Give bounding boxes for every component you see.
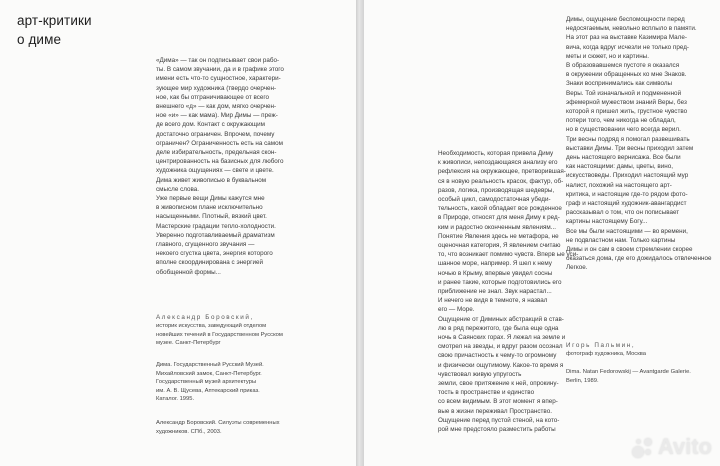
reference-line: им. А. В. Щусева, Аптекарский приказ. [156,387,260,394]
essay-mid-line: в Природе, относят для меня Диму к ред- [438,214,560,222]
essay-left-line: внешнего «д» — как дом, мягко очерчен- [156,103,277,111]
essay-mid-line: ким и радостно оконченным явлениям... [438,223,556,231]
essay-left-line: ное, как бы отграничивающее от всего [156,93,270,101]
essay-left-line: ты. В самом звучании, да и в графике этого [156,66,284,74]
essay-mid-line: Ощущение перед пустой стеной, на кото- [438,416,560,424]
title-line-1: арт-критики [17,13,92,28]
essay-left-line: ное «и» — как мама). Мир Димы — преж- [156,112,278,120]
essay-left-line: Уверенно подготавливаемый драматизм [156,231,275,239]
essay-mid-line: особый цикл, самодостаточная убеди- [438,196,551,204]
reference-line: Каталог. 1995. [156,396,195,403]
essay-mid-line: и физически ощутимому. Какое-то время я [438,361,564,369]
reference-line: художников. СПб., 2003. [156,428,222,435]
essay-mid-line: оценочная категория, Я явлением считаю [438,242,561,250]
essay-mid-line: то, что возникает помимо чувств. Вперв ые уси- [438,251,579,259]
essay-left-line: центрированность на базисных для любого [156,158,284,166]
essay-left-line: ограничен? Ограниченность есть на самом [156,139,283,147]
essay-right-line: Легкое. [566,264,588,272]
reference-catalog [156,361,264,404]
essay-mid-line: Ощущение от Диминых абстракций в став- [438,315,564,323]
essay-mid-line: к живописи, непоздающаяся анализу его [438,159,558,167]
essay-mid-line: рефлексия на окружающее, претворившая- [438,168,566,176]
essay-right-line: картины настоящему Богу... [566,218,648,226]
essay-mid-line: смотрел на звезды, и вдруг разом осознал [438,343,563,351]
essay-right-line: На этот раз на выставке Казимира Мале- [566,34,687,42]
essay-left-line: Мастерские градации тепло-холодности. [156,222,276,230]
essay-left-line: имени есть что-то сущностное, характери- [156,75,281,83]
reference-line: Государственный музей архитектуры [156,379,257,386]
essay-mid-line: свою причастность к чему-то огромному [438,352,557,360]
essay-mid-line: ся в новую реальность красок, фактур, об- [438,177,564,185]
essay-mid-line: Необходимость, которая привела Диму [438,150,554,157]
reference-catalog-berlin [566,368,691,385]
essay-mid-line: И нечего не видя в темноте, я назвал [438,297,548,305]
essay-right-line: в окружении обращенных ко мне Знаков. [566,71,687,79]
essay-right-line: критика, и настоящие где-то рядом фото- [566,190,688,198]
essay-right-line: искусствоведы. Приходил настоящий мур [566,172,689,180]
essay-left-line: смысле слова. [156,185,199,193]
essay-mid-line: лю в ряд пережитого, где была еще одна [438,324,559,332]
signature-role-line: новейших течений в Государственном Русском [156,331,283,338]
book-gutter [356,0,364,466]
essay-right-line: день настоящего вернисажа. Все были [566,154,681,162]
essay-mid-line: тельность, какой обладает все рожденное [438,205,562,213]
essay-borovsky [156,56,284,277]
reference-book [156,419,280,436]
watermark-text: Avito [657,434,712,459]
reference-line: Александр Боровский. Силуэты современных [156,420,280,426]
essay-left-line: достаточно ограничен. Впрочем, почему [156,130,275,138]
essay-right-line: В образовавшемся пустоте я оказался [566,62,680,70]
essay-right-line: потери того, чем никогда не обладал, [566,117,676,125]
essay-left-line: де всего дом. Контакт с окружающим [156,121,265,129]
reference-line: Berlin, 1989. [566,377,599,384]
avito-watermark [632,434,712,460]
essay-mid-line: разов, логика, производящая шедевры, [438,186,555,194]
essay-left-line: в живописном плане исключительно [156,204,263,212]
signature-role [156,322,283,348]
essay-left-line: некоего сгустка цвета, энергия которого [156,250,273,258]
essay-right-line: налист, похожий на настоящего арт- [566,181,672,189]
essay-right-line: недосягаемым, невольно всплыло в памяти. [566,25,697,33]
essay-left-line: художника ощущениях — свете и цвете. [156,167,274,175]
title-line-2: о диме [17,32,62,47]
essay-mid-line: шанное море, например. Я шел к нему [438,260,552,268]
essay-right-line: Димы и он сам в своем стремлении скорее [566,246,693,254]
page-title [17,11,92,49]
essay-left-line: обобщенной формы... [156,268,221,276]
essay-mid-line: чувствовал живую упругость [438,370,522,378]
essay-mid-line: Понятие Явления здесь не метафора, не [438,232,559,240]
reference-line: Дима. Государственный Русский Музей. [156,362,264,368]
signature-name: Игорь Пальмин, [566,342,636,349]
essay-right-line: но в существовании чего всегда верил. [566,126,681,134]
reference-line: Dima. Natan Fedorowskij — Avantgarde Galerie. [566,369,691,375]
essay-right-line: как настоящими: дамы, цветы, вино, [566,163,674,171]
essay-left-line: Дима живет живописью в буквальном [156,176,267,184]
essay-left-line: Уже первые вещи Димы кажутся мне [156,195,265,203]
essay-mid-line: ночь в Саянских горах. Я лежал на земле и [438,334,566,342]
essay-mid-line: его — Море. [438,306,475,314]
essay-right-line: Все мы были настоящими — во времени, [566,227,688,235]
signature-palmin [566,341,646,359]
essay-right-line: рассказывал о том, что он пописывает [566,209,680,217]
essay-palmin-part2 [566,15,712,273]
signature-role-line: историк искусства, заведующий отделом [156,323,267,329]
essay-right-line: которой я пришел жить, грустное чувство [566,108,688,116]
essay-mid-line: земли, свое притяжение к ней, опрокину- [438,380,559,388]
signature-role [566,350,646,359]
signature-role-line: музее. Санкт-Петербург [156,340,221,347]
reference-line: Михайловский замок, Санкт-Петербург. [156,370,262,377]
essay-palmin-part1 [438,149,578,434]
essay-left-line: «Дима» — так он подписывает свои рабо- [156,57,280,64]
essay-right-line: эфемерной мужеством знаний Веры, без [566,98,687,106]
essay-left-line: вполне скоординирована с энергией [156,259,263,267]
essay-right-line: Три весны подряд я помогал развешивать [566,135,690,143]
essay-right-line: Димы, ощущение беспомощности перед [566,16,685,23]
essay-mid-line: приближение не знал. Звук нарастал... [438,288,552,296]
essay-left-line: насыщенными. Плотный, вязкий цвет. [156,213,267,221]
essay-mid-line: со всем видимым. В этот момент я впер- [438,398,558,406]
essay-right-line: граф и настоящий художник-авангардист [566,200,687,208]
signature-role-line: фотограф художника, Москва [566,351,646,357]
essay-right-line: меты и сюжет, но и картины. [566,52,649,60]
essay-mid-line: тость в пространстве и единство [438,389,535,397]
avito-dots-icon [632,436,654,458]
signature-borovsky [156,313,283,348]
essay-right-line: вича, когда вдруг исчезли не только пред- [566,43,689,51]
essay-left-line: главного, сгущенного звучания — [156,241,255,249]
essay-mid-line: рой мне предстояло разместить работы [438,426,556,434]
signature-name: Александр Боровский, [156,314,254,321]
essay-mid-line: и ранее такие, которые подготовились его [438,278,562,286]
essay-left-line: зующее мир художника (твердо очерчен- [156,84,277,92]
essay-right-line: не подвластном нам. Только картины [566,236,676,244]
essay-right-line: Веры. Той изначальной и подмененной [566,89,682,97]
essay-right-line: выставки Димы. Три весны приходил затем [566,144,694,152]
essay-left-line: деле избирательность, предельная скон- [156,149,277,157]
essay-right-line: оказаться дома, где его дожидалось отвлеченное [566,255,712,263]
essay-mid-line: ночью в Крыму, впервые увидел сосны [438,269,553,277]
essay-right-line: Знаки воспринимались как символы [566,80,673,88]
essay-mid-line: вые в жизни переживал Пространство. [438,407,552,415]
